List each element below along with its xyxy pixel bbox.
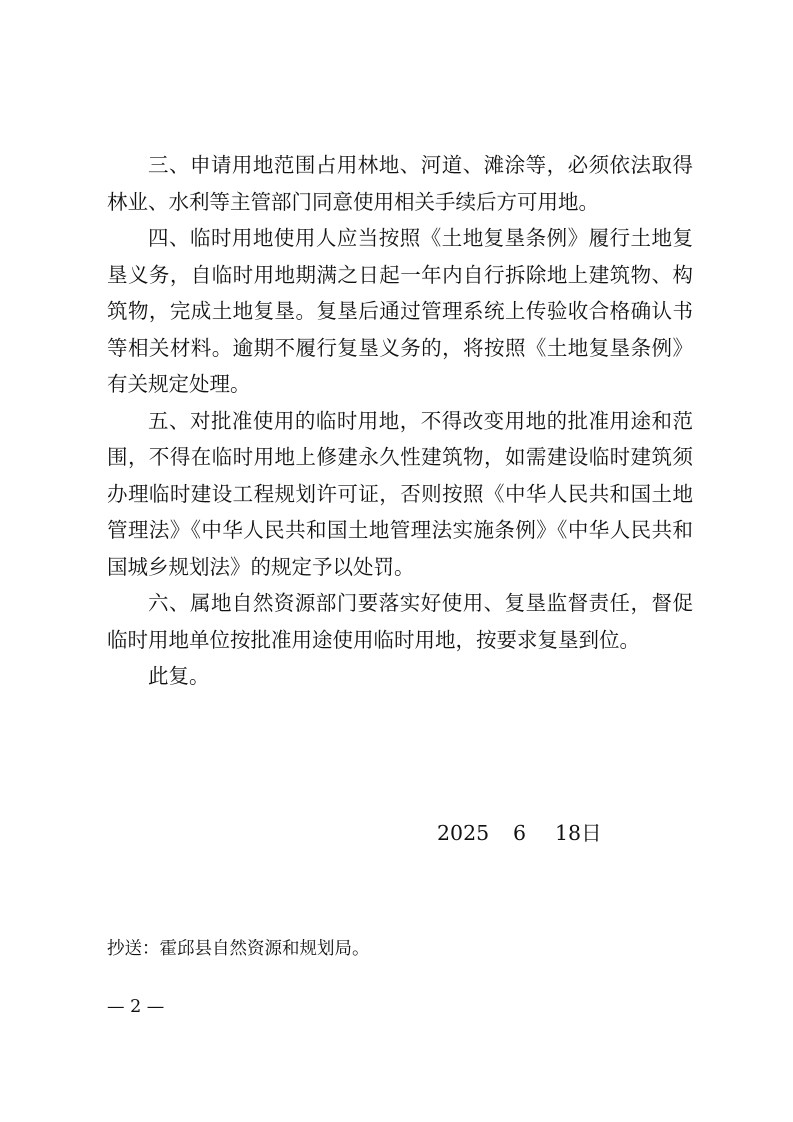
paragraph-approved-use-restrictions: 五、对批准使用的临时用地，不得改变用地的批准用途和范围，不得在临时用地上修建永久性建筑物，如需建设临时建筑须办理临时建设工程规划许可证，否则按照《中华人民共和国土地管理法》《中华人民共和国土地管理法实施条例》《中华人民共和国城乡规划法》的规定予以处罚。 — [107, 408, 693, 579]
paragraph-reclamation-obligation: 四、临时用地使用人应当按照《土地复垦条例》履行土地复垦义务，自临时用地期满之日起一年内自行拆除地上建筑物、构筑物，完成土地复垦。复垦后通过管理系统上传验收合格确认书等相关材料。逾期不履行复垦义务的，将按照《土地复垦条例》有关规定处理。 — [107, 226, 693, 396]
paragraph-land-use-scope: 三、申请用地范围占用林地、河道、滩涂等，必须依法取得林业、水利等主管部门同意使用相关手续后方可用地。 — [107, 153, 693, 214]
document-body — [107, 147, 693, 695]
paragraph-supervision-responsibility: 六、属地自然资源部门要落实好使用、复垦监督责任，督促临时用地单位按批准用途使用临时用地，按要求复垦到位。 — [107, 591, 693, 652]
page-number: — 2 — — [107, 997, 165, 1017]
date-year: 2025 — [437, 821, 490, 845]
paragraph-closing: 此复。 — [148, 664, 210, 688]
date-month: 6 — [513, 821, 527, 845]
document-date — [437, 818, 602, 848]
date-day: 18日 — [555, 821, 602, 845]
copy-to-line: 抄送：霍邱县自然资源和规划局。 — [107, 939, 370, 959]
